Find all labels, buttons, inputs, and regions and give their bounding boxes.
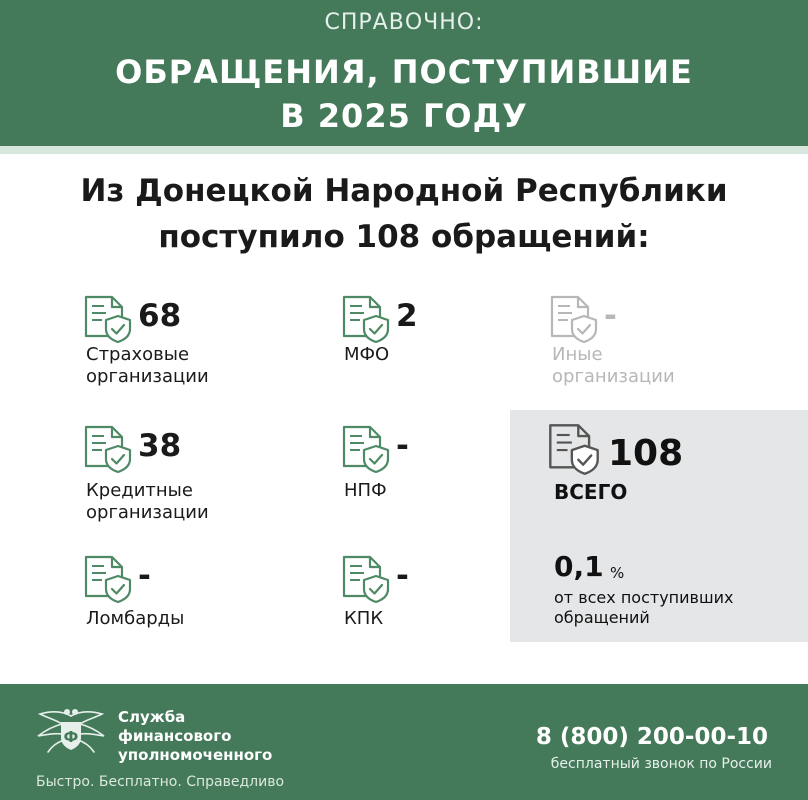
document-shield-icon — [82, 294, 134, 344]
document-shield-icon — [548, 294, 600, 344]
total-value: 108 — [608, 433, 684, 474]
document-shield-icon — [82, 554, 134, 604]
svg-text:Ф: Ф — [63, 728, 79, 746]
stat-value: - — [604, 298, 617, 334]
share-caption: от всех поступивших обращений — [554, 588, 734, 627]
stat-label: НПФ — [344, 480, 387, 501]
stat-value: - — [396, 558, 409, 594]
stat-value: 68 — [138, 298, 182, 334]
phone-note: бесплатный звонок по России — [550, 756, 772, 772]
document-shield-icon — [340, 294, 392, 344]
stat-value: 38 — [138, 428, 182, 464]
stat-label: Страховые организации — [86, 344, 209, 387]
stat-label: Кредитные организации — [86, 480, 209, 523]
document-shield-icon — [340, 554, 392, 604]
header-banner — [0, 0, 808, 146]
headline-line1: Из Донецкой Народной Республики — [80, 173, 728, 209]
document-shield-icon — [546, 422, 602, 476]
header-title — [0, 50, 808, 138]
header-divider — [0, 146, 808, 154]
header-title-line1: ОБРАЩЕНИЯ, ПОСТУПИВШИЕ — [115, 53, 693, 91]
total-panel — [510, 410, 808, 642]
stat-value: - — [138, 558, 151, 594]
eagle-emblem-icon — [34, 706, 108, 756]
stat-label: КПК — [344, 608, 384, 629]
total-label: ВСЕГО — [554, 480, 628, 504]
headline — [0, 168, 808, 260]
stat-value: 2 — [396, 298, 418, 334]
stat-label: Ломбарды — [86, 608, 185, 629]
header-title-line2: В 2025 ГОДУ — [280, 97, 528, 135]
stat-value: - — [396, 428, 409, 464]
document-shield-icon — [82, 424, 134, 474]
stat-label: МФО — [344, 344, 390, 365]
share-value: 0,1 — [554, 550, 604, 583]
slogan: Быстро. Бесплатно. Справедливо — [36, 774, 285, 790]
phone-number[interactable]: 8 (800) 200-00-10 — [535, 724, 768, 750]
share-unit: % — [610, 564, 625, 582]
stat-label: Иные организации — [552, 344, 675, 387]
footer — [0, 684, 808, 800]
org-name: Служба финансового уполномоченного — [118, 708, 273, 764]
header-kicker: СПРАВОЧНО: — [324, 10, 484, 35]
headline-line2: поступило 108 обращений: — [158, 219, 650, 255]
document-shield-icon — [340, 424, 392, 474]
